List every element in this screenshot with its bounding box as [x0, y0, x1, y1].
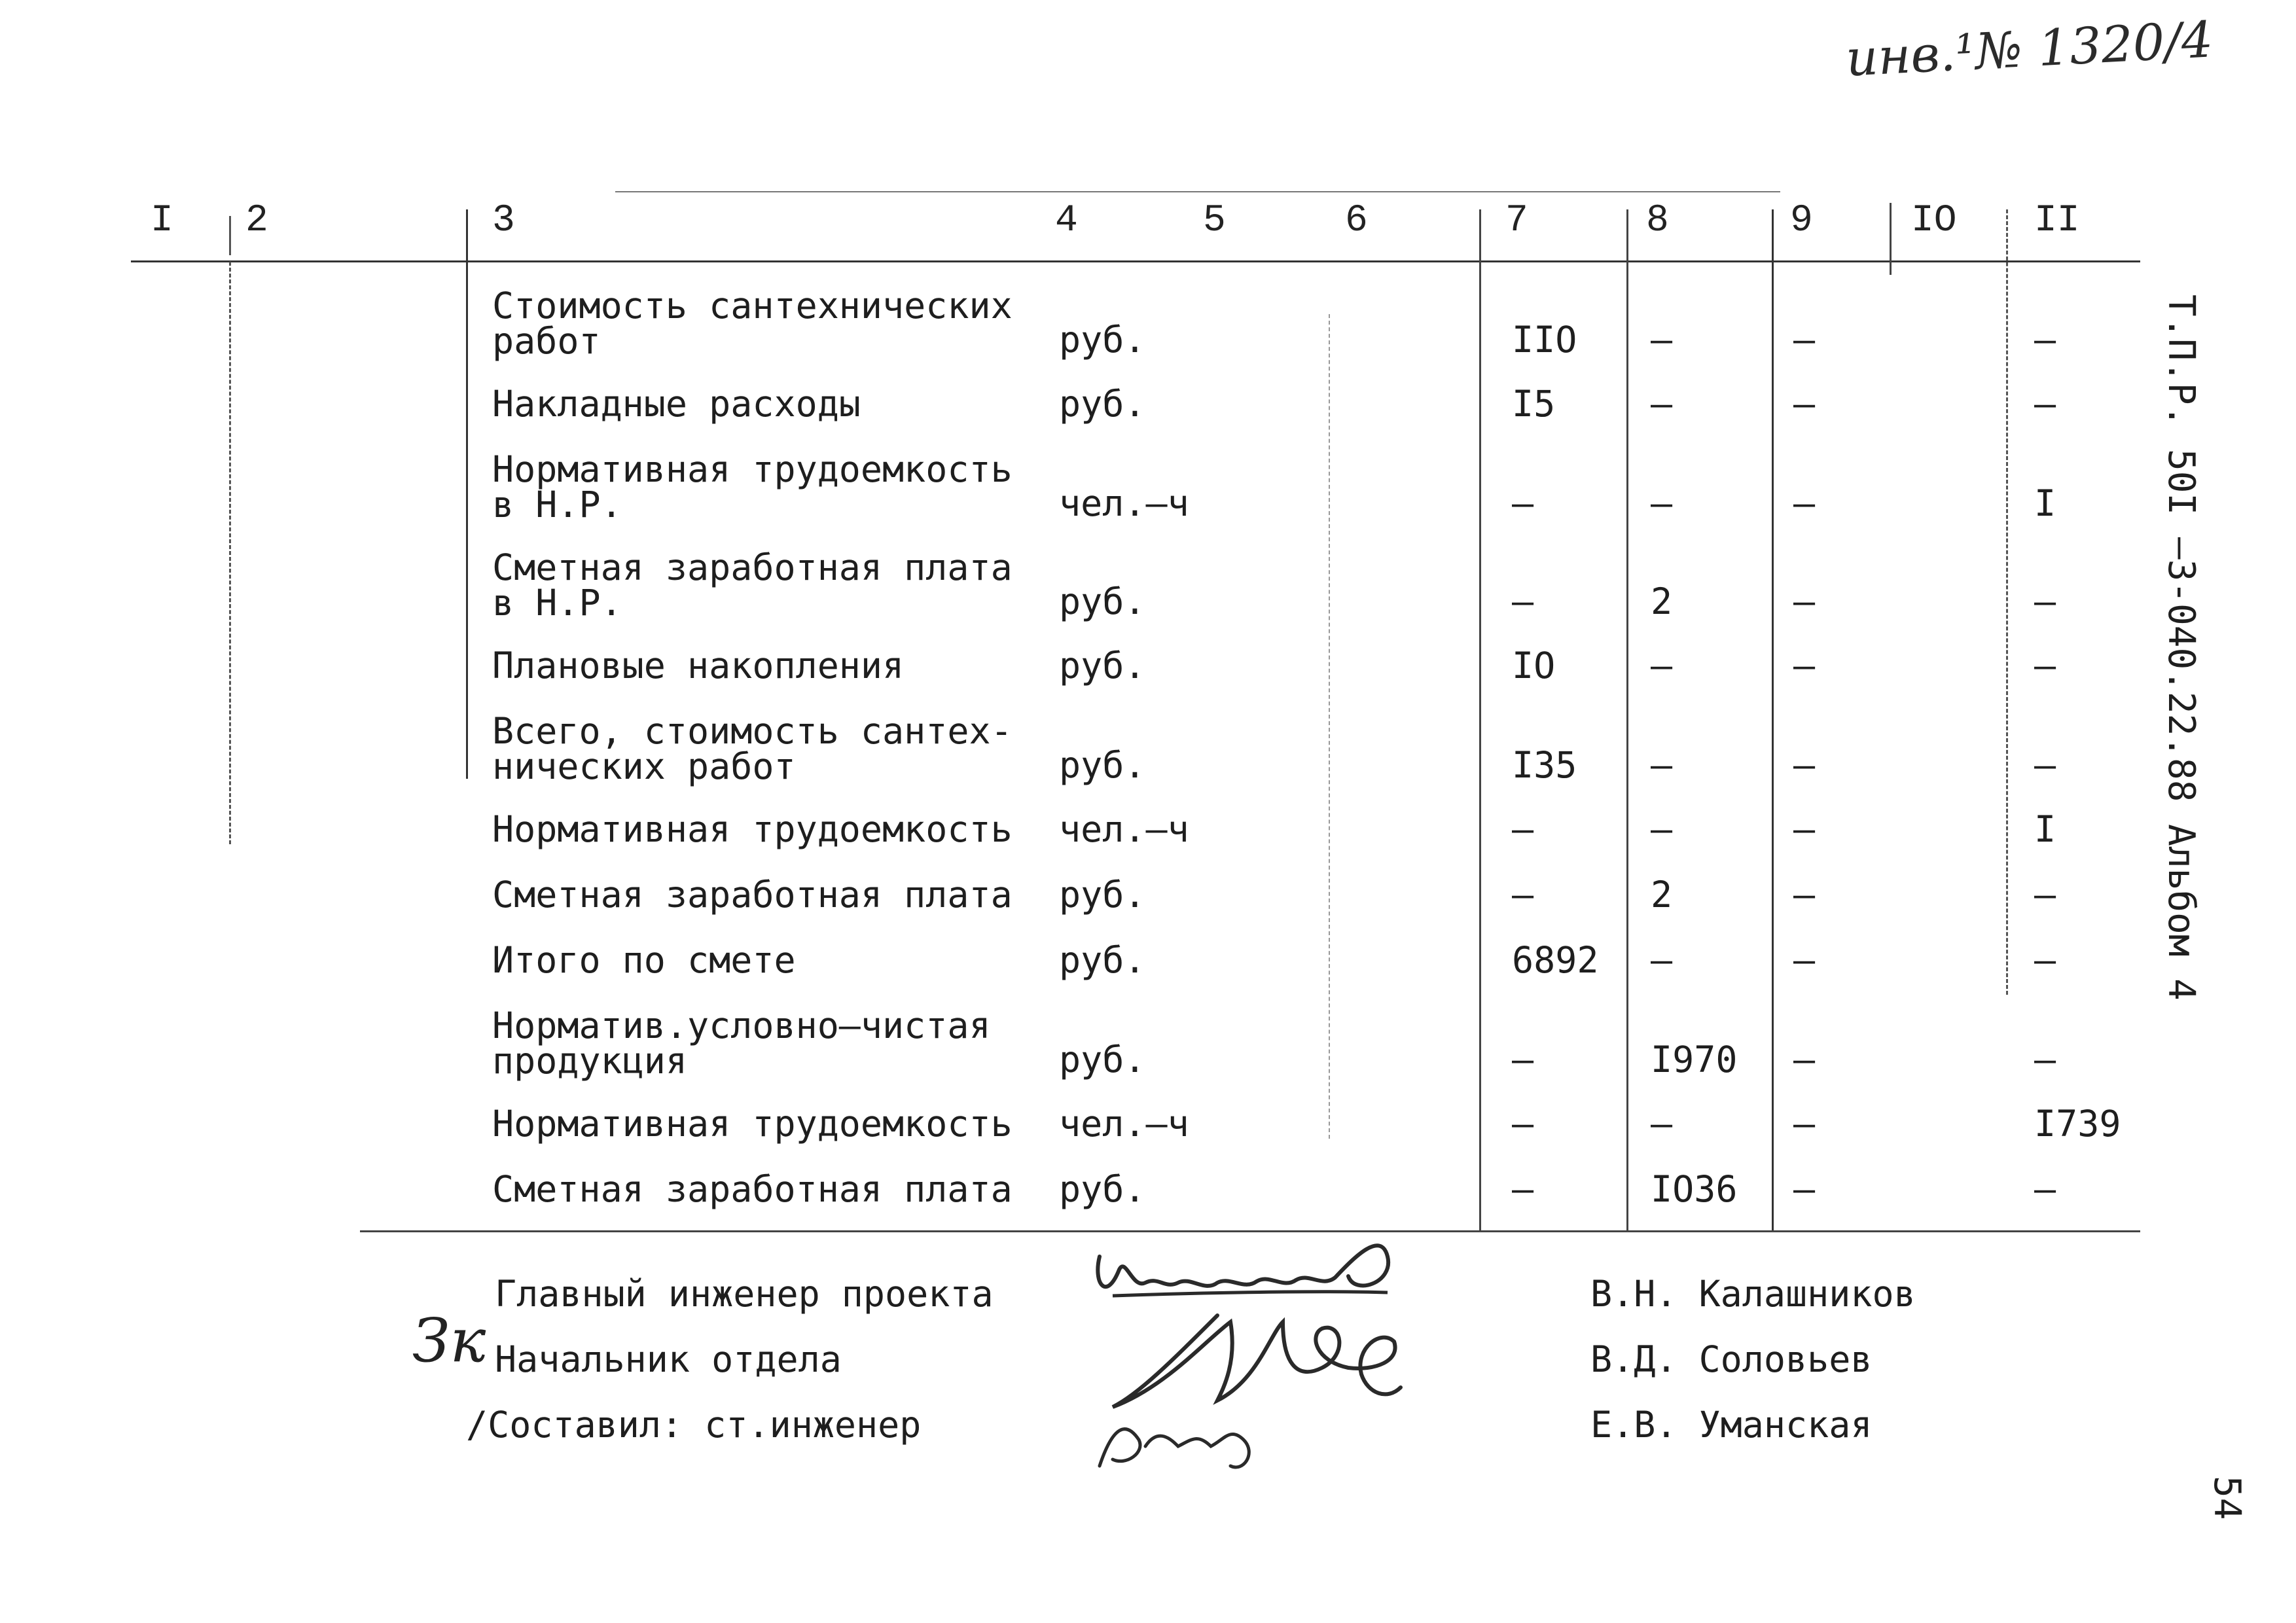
- row-col11-value: –: [2034, 1168, 2056, 1210]
- row-col11-value: –: [2034, 939, 2056, 981]
- row-description: Нормативная трудоемкость: [492, 808, 1013, 850]
- row-col7-value: –: [1512, 874, 1534, 916]
- col-divider-8: [1890, 203, 1892, 275]
- row-col8-value: 2: [1651, 874, 1673, 916]
- row-col9-value: –: [1793, 482, 1816, 524]
- col-divider-2: [229, 262, 231, 844]
- row-col9-value: –: [1793, 645, 1816, 687]
- row-col9-value: –: [1793, 580, 1816, 622]
- row-col11-value: I: [2034, 482, 2056, 524]
- row-col11-value: –: [2034, 383, 2056, 425]
- row-unit: руб.: [1059, 1039, 1146, 1080]
- row-col9-value: –: [1793, 1103, 1816, 1145]
- row-unit: руб.: [1059, 580, 1146, 622]
- row-col8-value: –: [1651, 482, 1673, 524]
- col-divider-6: [1626, 209, 1628, 1230]
- row-col8-value: IO36: [1651, 1168, 1738, 1210]
- row-col9-value: –: [1793, 319, 1816, 361]
- row-col9-value: –: [1793, 1168, 1816, 1210]
- column-header-8: 8: [1646, 200, 1669, 242]
- row-col7-value: IO: [1512, 645, 1556, 687]
- row-description: Нормативная трудоемкость в Н.Р.: [492, 448, 1013, 526]
- row-unit: чел.–ч: [1059, 1103, 1189, 1145]
- inventory-note: инв.¹№ 1320/4: [1844, 10, 2215, 88]
- row-unit: руб.: [1059, 645, 1146, 687]
- row-col8-value: I970: [1651, 1039, 1738, 1080]
- row-col11-value: I739: [2034, 1103, 2121, 1145]
- row-col8-value: 2: [1651, 580, 1673, 622]
- row-col11-value: –: [2034, 744, 2056, 786]
- row-description: Сметная заработная плата в Н.Р.: [492, 546, 1013, 624]
- row-col9-value: –: [1793, 808, 1816, 850]
- row-description: Всего, стоимость сантех- нических работ: [492, 710, 1013, 787]
- row-description: Итого по смете: [492, 939, 796, 981]
- row-col7-value: –: [1512, 1103, 1534, 1145]
- signature-title: Главный инженер проекта: [495, 1273, 994, 1315]
- header-top-rule: [615, 191, 1780, 192]
- row-unit: руб.: [1059, 383, 1146, 425]
- margin-mark: Зк: [412, 1306, 486, 1376]
- row-col7-value: 6892: [1512, 939, 1599, 981]
- row-col7-value: –: [1512, 580, 1534, 622]
- row-col8-value: –: [1651, 744, 1673, 786]
- row-description: Сметная заработная плата: [492, 874, 1013, 916]
- header-bottom-rule: [131, 260, 2140, 262]
- document-code-label: Т.П.Р. 50I –3-040.22.88 Альбом 4: [2160, 294, 2202, 1001]
- row-col7-value: –: [1512, 1168, 1534, 1210]
- row-unit: руб.: [1059, 939, 1146, 981]
- row-col8-value: –: [1651, 319, 1673, 361]
- col-divider-5: [1479, 209, 1481, 1230]
- row-col9-value: –: [1793, 383, 1816, 425]
- row-unit: чел.–ч: [1059, 808, 1189, 850]
- column-header-4: 4: [1055, 200, 1078, 242]
- row-unit: чел.–ч: [1059, 482, 1189, 524]
- column-header-10: IO: [1911, 200, 1957, 242]
- row-col8-value: –: [1651, 939, 1673, 981]
- row-col7-value: I35: [1512, 744, 1577, 786]
- row-description: Стоимость сантехнических работ: [492, 285, 1013, 362]
- col-divider-4: [1329, 314, 1330, 1139]
- column-header-2: 2: [245, 200, 268, 242]
- row-col11-value: –: [2034, 319, 2056, 361]
- row-col11-value: I: [2034, 808, 2056, 850]
- page-number: 54: [2206, 1476, 2248, 1520]
- row-col8-value: –: [1651, 645, 1673, 687]
- row-description: Сметная заработная плата: [492, 1168, 1013, 1210]
- row-col11-value: –: [2034, 1039, 2056, 1080]
- row-unit: руб.: [1059, 874, 1146, 916]
- row-col7-value: –: [1512, 482, 1534, 524]
- row-col7-value: –: [1512, 808, 1534, 850]
- signature-name: В.Д. Соловьев: [1590, 1338, 1873, 1380]
- row-col9-value: –: [1793, 1039, 1816, 1080]
- row-unit: руб.: [1059, 1168, 1146, 1210]
- row-col8-value: –: [1651, 808, 1673, 850]
- col-divider-3: [466, 209, 468, 779]
- column-header-9: 9: [1790, 200, 1813, 242]
- row-description: Плановые накопления: [492, 645, 905, 687]
- row-col8-value: –: [1651, 383, 1673, 425]
- row-col11-value: –: [2034, 645, 2056, 687]
- row-unit: руб.: [1059, 319, 1146, 361]
- row-description: Нормативная трудоемкость: [492, 1103, 1013, 1145]
- column-header-7: 7: [1505, 200, 1528, 242]
- row-col9-value: –: [1793, 939, 1816, 981]
- column-header-11: II: [2034, 200, 2080, 242]
- row-col9-value: –: [1793, 874, 1816, 916]
- col-divider-7: [1772, 209, 1774, 1230]
- row-col7-value: I5: [1512, 383, 1556, 425]
- row-col11-value: –: [2034, 874, 2056, 916]
- signature-name: В.Н. Калашников: [1590, 1273, 1916, 1315]
- col-divider-9: [2006, 209, 2008, 995]
- handwritten-signatures: [1073, 1230, 1479, 1479]
- column-header-5: 5: [1203, 200, 1226, 242]
- signature-title: Начальник отдела: [495, 1338, 842, 1380]
- row-col7-value: –: [1512, 1039, 1534, 1080]
- column-header-3: 3: [492, 200, 515, 242]
- row-col8-value: –: [1651, 1103, 1673, 1145]
- column-header-6: 6: [1345, 200, 1368, 242]
- row-unit: руб.: [1059, 744, 1146, 786]
- col-divider-1: [229, 216, 231, 255]
- row-description: Накладные расходы: [492, 383, 861, 425]
- column-header-1: I: [151, 200, 173, 242]
- row-col9-value: –: [1793, 744, 1816, 786]
- signature-name: Е.В. Уманская: [1590, 1404, 1873, 1446]
- row-description: Норматив.условно–чистая продукция: [492, 1005, 991, 1082]
- row-col7-value: IIO: [1512, 319, 1577, 361]
- row-col11-value: –: [2034, 580, 2056, 622]
- signature-title: /Составил: ст.инженер: [466, 1404, 922, 1446]
